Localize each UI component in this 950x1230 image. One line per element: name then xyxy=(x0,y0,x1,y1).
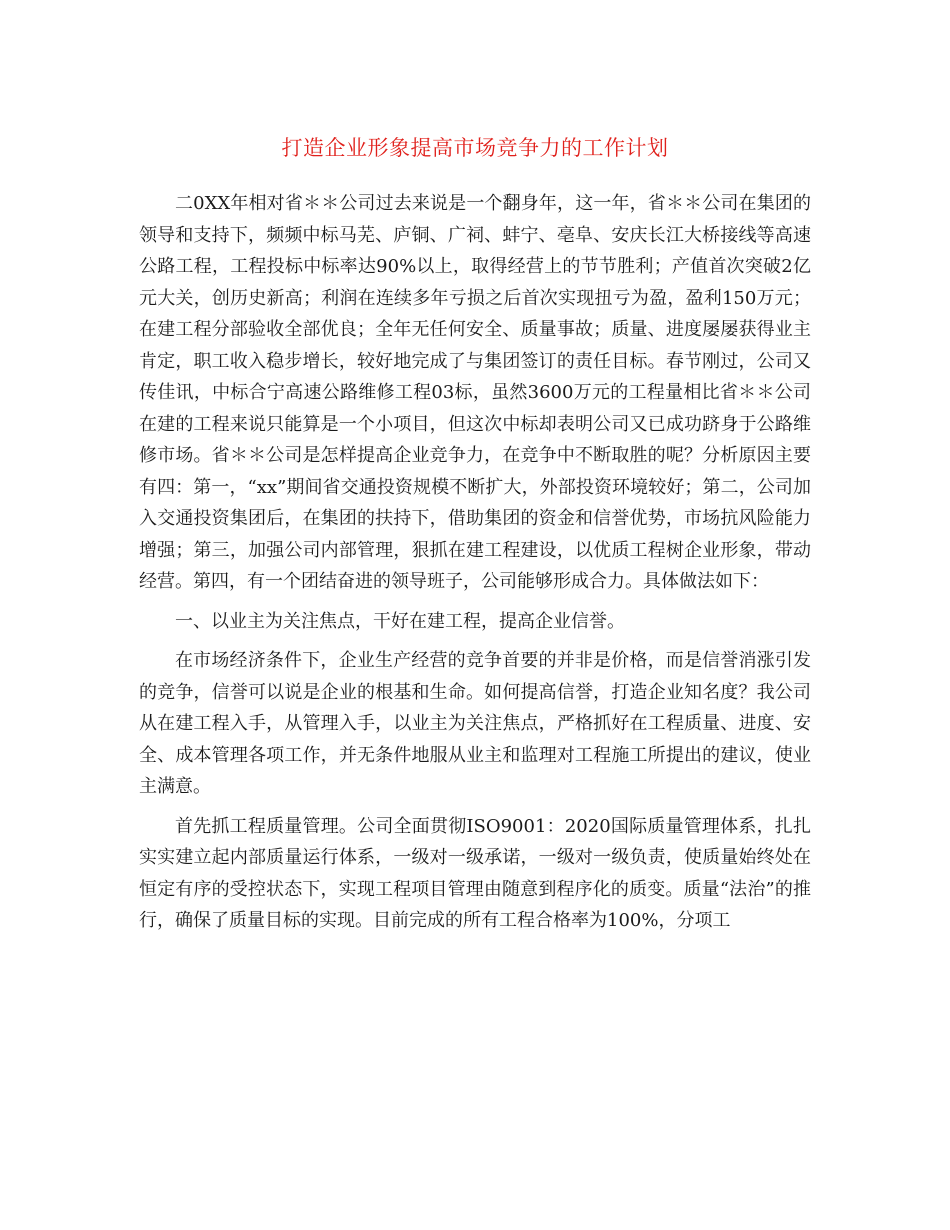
paragraph-quality-management: 首先抓工程质量管理。公司全面贯彻ISO9001：2020国际质量管理体系，扎扎实实建立起内部质量运行体系，一级对一级承诺，一级对一级负责，使质量始终处在恒定有序的受控状态下，实现工程项目管理由随意到程序化的质变。质量“法治”的推行，确保了质量目标的实现。目前完成的所有工程合格率为100%，分项工 xyxy=(139,815,811,931)
paragraph-market-competition: 在市场经济条件下，企业生产经营的竞争首要的并非是价格，而是信誉消涨引发的竞争，信誉可以说是企业的根基和生命。如何提高信誉，打造企业知名度？我公司从在建工程入手，从管理入手，以业主为关注焦点，严格抓好在工程质量、进度、安全、成本管理各项工作，并无条件地服从业主和监理对工程施工所提出的建议，使业主满意。 xyxy=(139,650,811,797)
document-body xyxy=(139,188,811,945)
paragraph-section-heading: 一、以业主为关注焦点，干好在建工程，提高企业信誉。 xyxy=(175,610,625,632)
document-title: 打造企业形象提高市场竞争力的工作计划 xyxy=(281,136,669,160)
paragraph-intro: 二0XX年相对省＊＊公司过去来说是一个翻身年，这一年，省＊＊公司在集团的领导和支持下，频频中标马芜、庐铜、广祠、蚌宁、亳阜、安庆长江大桥接线等高速公路工程，工程投标中标率达90%以上，取得经营上的节节胜利；产值首次突破2亿元大关，创历史新高；利润在连续多年亏损之后首次实现扭亏为盈，盈利150万元；在建工程分部验收全部优良；全年无任何安全、质量事故；质量、进度屡屡获得业主肯定，职工收入稳步增长，较好地完成了与集团签订的责任目标。春节刚过，公司又传佳讯，中标合宁高速公路维修工程03标，虽然3600万元的工程量相比省＊＊公司在建的工程来说只能算是一个小项目，但这次中标却表明公司又已成功跻身于公路维修市场。省＊＊公司是怎样提高企业竞争力，在竞争中不断取胜的呢？分析原因主要有四：第一，“xx”期间省交通投资规模不断扩大，外部投资环境较好；第二，公司加入交通投资集团后，在集团的扶持下，借助集团的资金和信誉优势，市场抗风险能力增强；第三，加强公司内部管理，狠抓在建工程建设，以优质工程树企业形象，带动经营。第四，有一个团结奋进的领导班子，公司能够形成合力。具体做法如下： xyxy=(139,193,811,592)
